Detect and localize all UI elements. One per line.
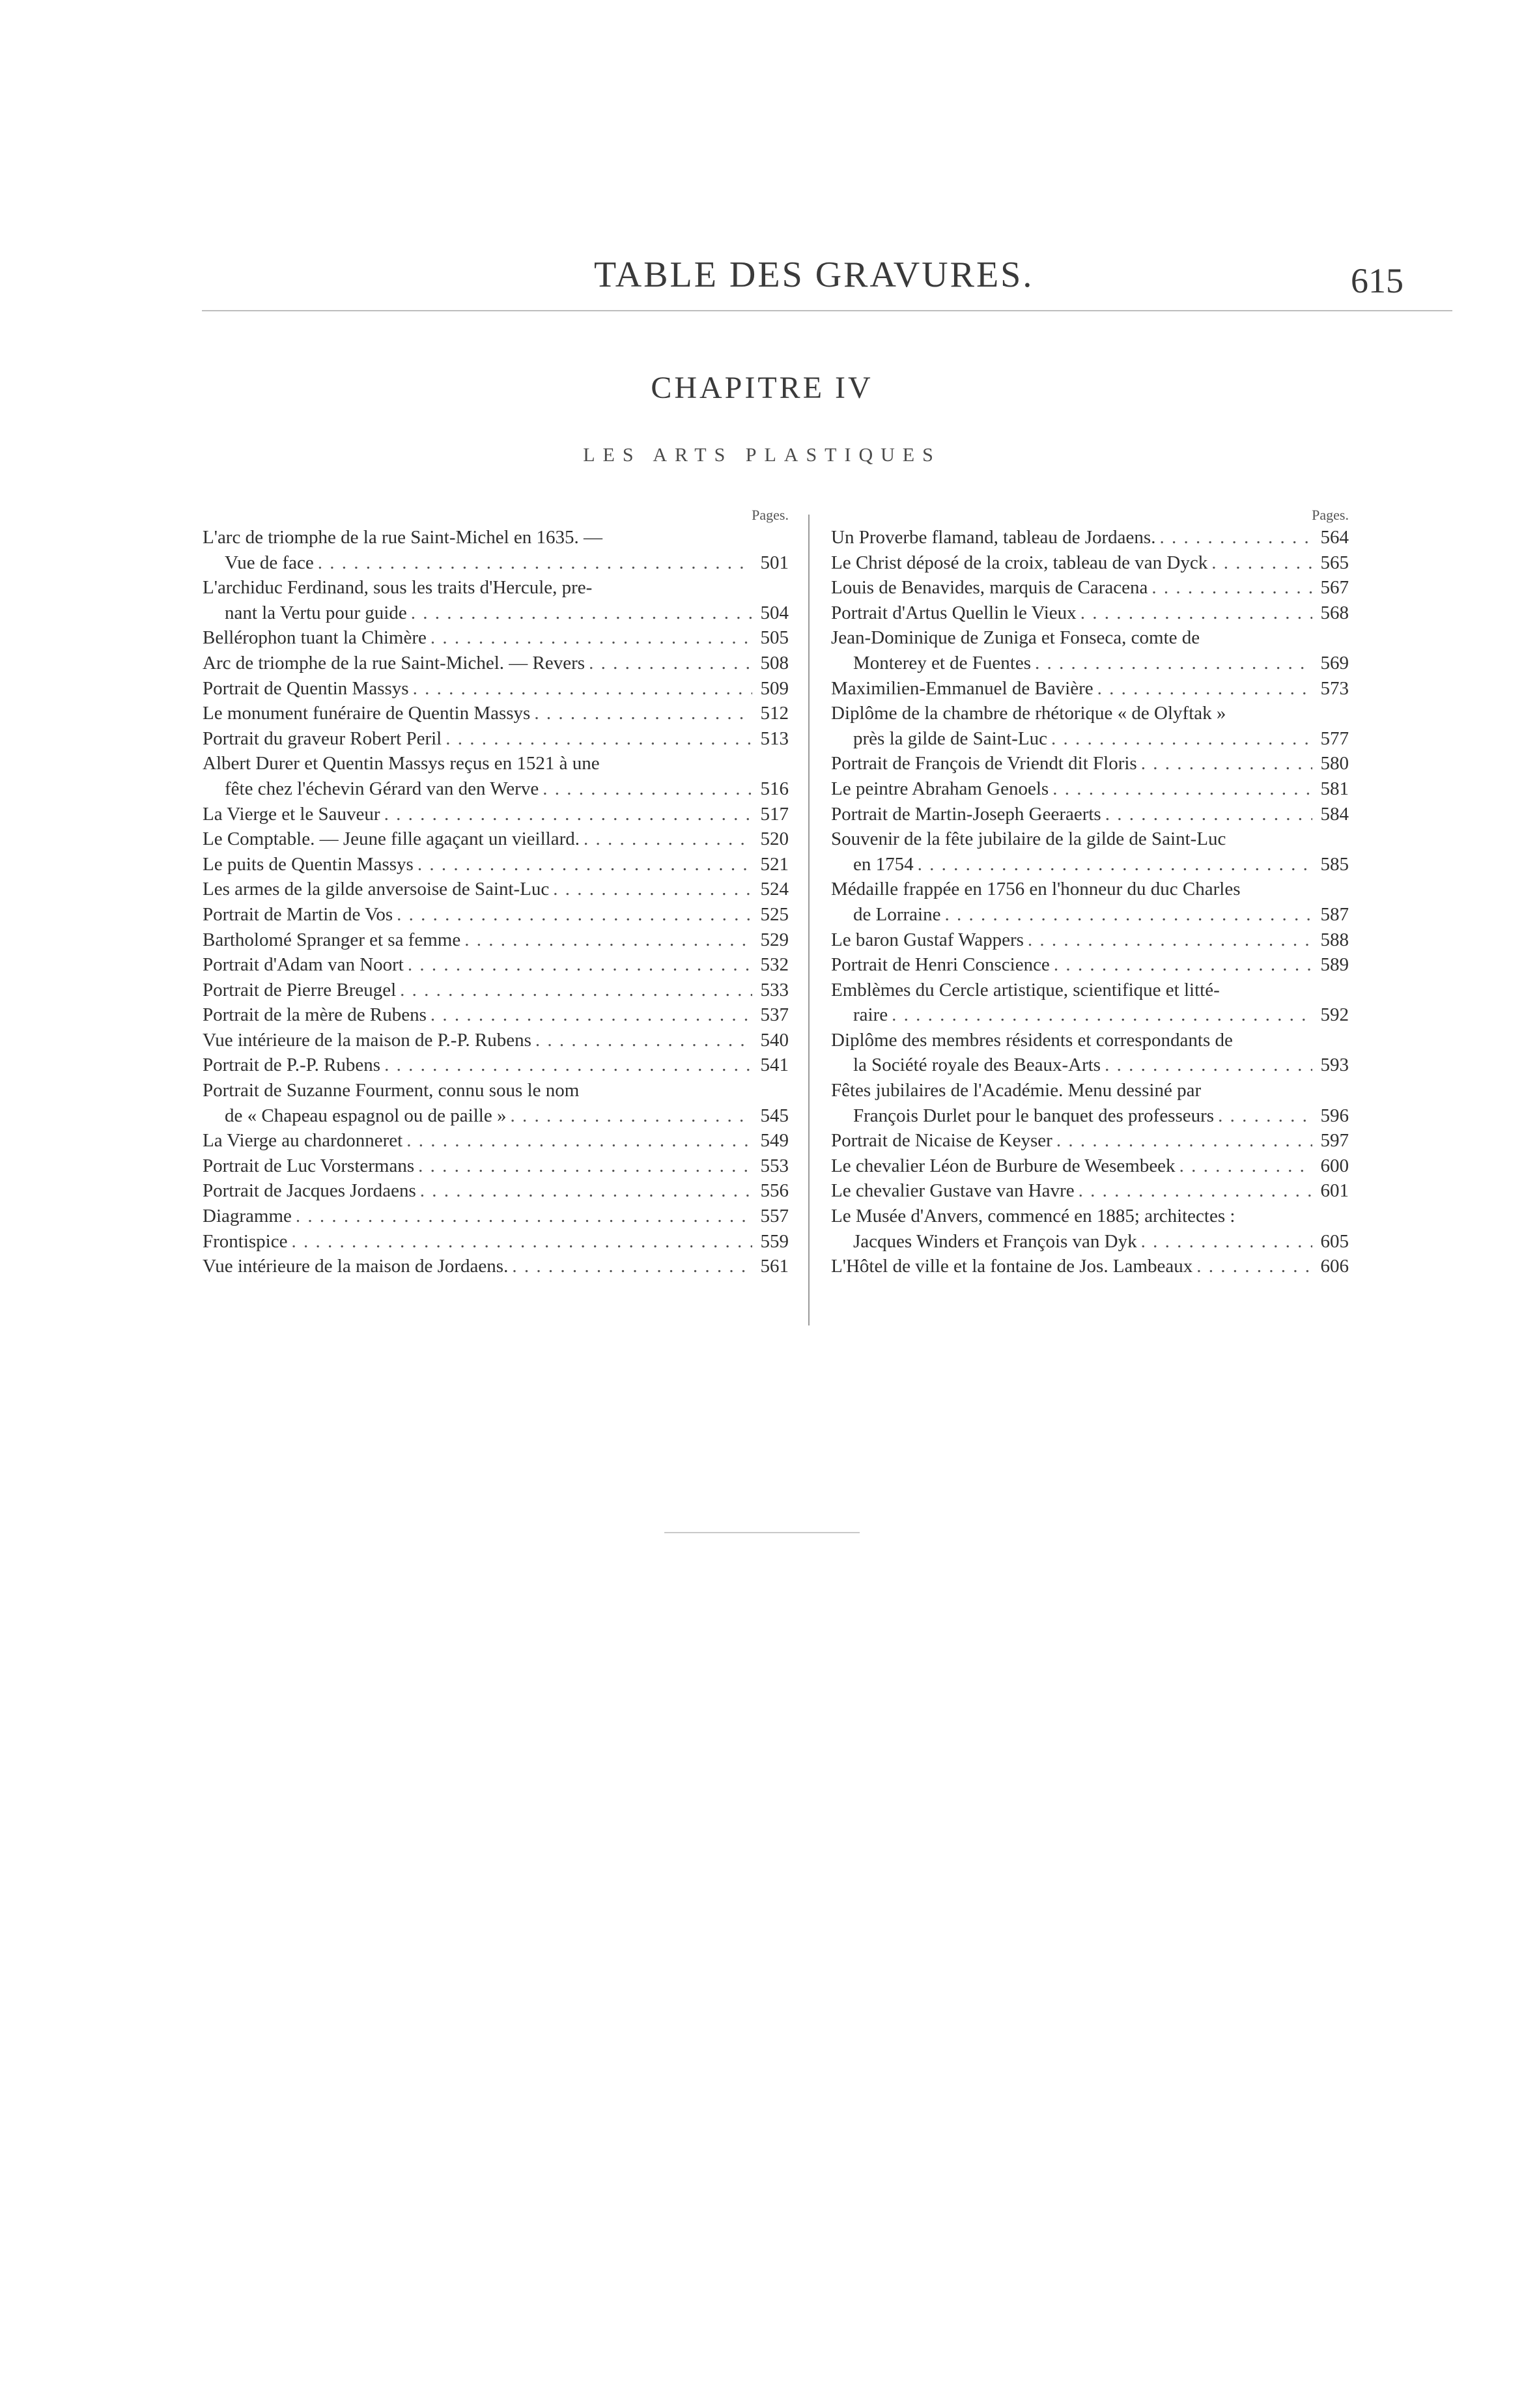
toc-entry-final-line <box>203 550 789 576</box>
toc-entry <box>831 1254 1349 1279</box>
toc-entry <box>203 1154 789 1179</box>
toc-entry-final-line <box>203 1229 789 1254</box>
toc-entry-title: Portrait de Martin-Joseph Geeraerts <box>831 803 1101 825</box>
dot-leader <box>1049 776 1312 802</box>
dot-leader <box>1176 1154 1312 1179</box>
toc-entry-title: Le monument funéraire de Quentin Massys <box>203 703 531 724</box>
toc-entry-final-line <box>203 726 789 752</box>
toc-entry <box>831 978 1349 1028</box>
toc-entry <box>831 751 1349 776</box>
toc-entry-title: près la gilde de Saint-Luc <box>853 728 1047 749</box>
toc-entry-line: Diplôme de la chambre de rhétorique « de Olyftak » <box>831 703 1226 724</box>
toc-entry-final-line <box>203 1002 789 1028</box>
toc-entry-page: 553 <box>760 1155 789 1176</box>
toc-entry-title: Le Comptable. — Jeune fille agaçant un vieillard. <box>203 829 580 850</box>
toc-entry <box>203 1254 789 1279</box>
toc-entry-line: Emblèmes du Cercle artistique, scientifique et litté- <box>831 979 1220 1000</box>
dot-leader <box>1075 1178 1312 1204</box>
dot-leader <box>414 852 752 877</box>
toc-entry-final-line <box>831 1178 1349 1204</box>
toc-entry-page: 549 <box>760 1130 789 1152</box>
toc-entry <box>203 1204 789 1229</box>
toc-entry-final-line <box>203 928 789 953</box>
toc-entry-final-line <box>203 1028 789 1053</box>
toc-entry-page: 561 <box>760 1256 789 1277</box>
toc-entry-title: en 1754 <box>853 853 914 875</box>
toc-entry-page: 529 <box>760 929 789 950</box>
toc-entry-title: Vue intérieure de la maison de P.-P. Rubens <box>203 1029 531 1051</box>
toc-entry-line: L'arc de triomphe de la rue Saint-Michel en 1635. — <box>203 527 603 548</box>
toc-entry-final-line <box>203 1204 789 1229</box>
toc-entry-page: 532 <box>760 954 789 976</box>
toc-entry-line: L'archiduc Ferdinand, sous les traits d'Hercule, pre- <box>203 577 593 599</box>
toc-entry-page: 524 <box>760 879 789 900</box>
toc-entry <box>831 676 1349 701</box>
toc-entry-page: 541 <box>760 1055 789 1076</box>
toc-entry-title: de « Chapeau espagnol ou de paille » <box>225 1105 507 1126</box>
toc-entry-line: Albert Durer et Quentin Massys reçus en 1521 à une <box>203 753 600 774</box>
dot-leader <box>585 651 752 676</box>
toc-entry <box>203 1053 789 1078</box>
dot-leader <box>1137 1229 1312 1254</box>
toc-entry-page: 565 <box>1320 552 1349 573</box>
toc-entry-final-line <box>203 852 789 877</box>
dot-leader <box>1192 1254 1312 1279</box>
toc-entry-final-line <box>831 852 1349 877</box>
toc-entry <box>831 928 1349 953</box>
toc-entry-page: 568 <box>1320 602 1349 623</box>
toc-entry-page: 596 <box>1320 1105 1349 1126</box>
toc-entry-final-line <box>203 625 789 651</box>
toc-entry-final-line <box>203 1178 789 1204</box>
dot-leader <box>288 1229 753 1254</box>
toc-entry-final-line <box>831 902 1349 928</box>
toc-entry-final-line <box>203 776 789 802</box>
toc-entry-page: 545 <box>760 1105 789 1126</box>
toc-entry-title: nant la Vertu pour guide <box>225 602 407 623</box>
toc-entry-page: 513 <box>760 728 789 749</box>
right-column <box>831 505 1349 1279</box>
toc-entry-line: Souvenir de la fête jubilaire de la gilde de Saint-Luc <box>831 829 1226 850</box>
toc-entry <box>203 651 789 676</box>
toc-entry-final-line <box>203 827 789 852</box>
dot-leader <box>380 1053 752 1078</box>
toc-entry-final-line <box>831 1254 1349 1279</box>
toc-entry-page: 537 <box>760 1004 789 1026</box>
column-divider <box>808 515 810 1325</box>
dot-leader <box>1214 1103 1312 1129</box>
dot-leader <box>409 676 752 701</box>
dot-leader <box>442 726 752 752</box>
dot-leader <box>1050 952 1312 978</box>
dot-leader <box>460 928 752 953</box>
toc-entry-title: Bellérophon tuant la Chimère <box>203 627 427 649</box>
toc-entry-final-line <box>831 651 1349 676</box>
toc-entry-page: 512 <box>760 703 789 724</box>
dot-leader <box>888 1002 1312 1028</box>
toc-entry <box>203 952 789 978</box>
dot-leader <box>539 776 752 802</box>
toc-entry-title: Portrait du graveur Robert Peril <box>203 728 442 749</box>
toc-entry-title: Portrait de la mère de Rubens <box>203 1004 427 1026</box>
toc-entry-title: La Vierge au chardonneret <box>203 1130 403 1152</box>
toc-entry-title: Le chevalier Léon de Burbure de Wesembeek <box>831 1155 1176 1176</box>
dot-leader <box>508 1254 752 1279</box>
toc-entry-final-line <box>203 1053 789 1078</box>
toc-entry-title: Portrait de Quentin Massys <box>203 677 409 699</box>
toc-entry <box>203 1128 789 1154</box>
toc-entry <box>203 827 789 852</box>
toc-entry <box>203 1229 789 1254</box>
dot-leader <box>427 625 752 651</box>
toc-entry-title: Le baron Gustaf Wappers <box>831 929 1024 950</box>
toc-entry-page: 517 <box>760 803 789 825</box>
toc-entry-final-line <box>831 1002 1349 1028</box>
toc-entry-title: Vue intérieure de la maison de Jordaens. <box>203 1256 509 1277</box>
dot-leader <box>407 601 752 626</box>
toc-entry <box>203 625 789 651</box>
toc-entry-page: 567 <box>1320 577 1349 599</box>
toc-entry-final-line <box>831 802 1349 827</box>
toc-entry <box>831 802 1349 827</box>
toc-entry-page: 597 <box>1320 1130 1349 1152</box>
toc-entry-final-line <box>203 952 789 978</box>
toc-entry-title: Maximilien-Emmanuel de Bavière <box>831 677 1094 699</box>
toc-entry <box>831 827 1349 877</box>
toc-entry-page: 606 <box>1320 1256 1349 1277</box>
left-column <box>203 505 789 1279</box>
dot-leader <box>1101 1053 1312 1078</box>
running-title: TABLE DES GRAVURES. <box>594 255 1034 295</box>
toc-entry-final-line <box>203 1103 789 1129</box>
toc-entry-final-line <box>203 651 789 676</box>
toc-entry-title: fête chez l'échevin Gérard van den Werve <box>225 778 539 799</box>
dot-leader <box>914 852 1312 877</box>
toc-entry-final-line <box>203 802 789 827</box>
toc-entry-final-line <box>203 1254 789 1279</box>
toc-entry-final-line <box>831 601 1349 626</box>
toc-entry-title: Les armes de la gilde anversoise de Saint-Luc <box>203 879 550 900</box>
dot-leader <box>1207 550 1312 576</box>
toc-entry <box>831 1178 1349 1204</box>
toc-entry-title: Portrait de François de Vriendt dit Floris <box>831 753 1137 774</box>
toc-entry <box>831 1154 1349 1179</box>
toc-entry <box>203 676 789 701</box>
dot-leader <box>380 802 752 827</box>
toc-entry-final-line <box>831 726 1349 752</box>
toc-entry-final-line <box>831 525 1349 550</box>
toc-entry-title: François Durlet pour le banquet des professeurs <box>853 1105 1215 1126</box>
toc-entry-final-line <box>831 1229 1349 1254</box>
dot-leader <box>1101 802 1312 827</box>
toc-entry-final-line <box>831 1103 1349 1129</box>
toc-entry-page: 520 <box>760 829 789 850</box>
toc-entry-page: 589 <box>1320 954 1349 976</box>
toc-entry-final-line <box>831 676 1349 701</box>
toc-entry-final-line <box>831 1128 1349 1154</box>
toc-entry-final-line <box>831 928 1349 953</box>
toc-entry-final-line <box>831 776 1349 802</box>
toc-entry-line: Fêtes jubilaires de l'Académie. Menu dessiné par <box>831 1080 1202 1101</box>
toc-entry-page: 533 <box>760 979 789 1000</box>
toc-entry-page: 588 <box>1320 929 1349 950</box>
toc-entry-title: Arc de triomphe de la rue Saint-Michel. — Revers <box>203 652 586 673</box>
toc-entry-title: Monterey et de Fuentes <box>853 652 1032 673</box>
toc-entry-title: La Vierge et le Sauveur <box>203 803 380 825</box>
toc-entry-title: de Lorraine <box>853 903 941 925</box>
dot-leader <box>530 701 752 726</box>
dot-leader <box>1094 676 1312 701</box>
dot-leader <box>402 1128 752 1154</box>
dot-leader <box>396 978 752 1003</box>
dot-leader <box>531 1028 752 1053</box>
toc-entry-title: Le Christ déposé de la croix, tableau de van Dyck <box>831 552 1208 573</box>
toc-entry <box>831 1028 1349 1078</box>
toc-entry-title: Portrait de Jacques Jordaens <box>203 1180 416 1202</box>
toc-entry-page: 508 <box>760 652 789 673</box>
toc-entry <box>203 978 789 1003</box>
toc-entry-page: 505 <box>760 627 789 649</box>
toc-entry <box>831 776 1349 802</box>
toc-entry-page: 577 <box>1320 728 1349 749</box>
toc-entry <box>203 902 789 928</box>
toc-entry <box>203 802 789 827</box>
toc-entry-page: 587 <box>1320 903 1349 925</box>
toc-entry-page: 559 <box>760 1230 789 1252</box>
toc-entry-title: Portrait de P.-P. Rubens <box>203 1055 381 1076</box>
toc-entry-title: Jacques Winders et François van Dyk <box>853 1230 1137 1252</box>
toc-entry-final-line <box>831 1053 1349 1078</box>
toc-entry-final-line <box>831 751 1349 776</box>
toc-entry-line: Jean-Dominique de Zuniga et Fonseca, comte de <box>831 627 1200 649</box>
toc-entry-page: 540 <box>760 1029 789 1051</box>
toc-entry <box>831 877 1349 927</box>
toc-entry-page: 509 <box>760 677 789 699</box>
toc-entry-title: Le peintre Abraham Genoels <box>831 778 1049 799</box>
toc-entry-page: 601 <box>1320 1180 1349 1202</box>
toc-entry <box>831 952 1349 978</box>
dot-leader <box>292 1204 752 1229</box>
dot-leader <box>1077 601 1312 626</box>
toc-entry-title: Portrait de Henri Conscience <box>831 954 1050 976</box>
toc-entry <box>831 525 1349 550</box>
toc-entry-page: 605 <box>1320 1230 1349 1252</box>
toc-entry-line: Portrait de Suzanne Fourment, connu sous le nom <box>203 1080 580 1101</box>
toc-entry-page: 600 <box>1320 1155 1349 1176</box>
dot-leader <box>1148 575 1312 601</box>
toc-entry <box>203 726 789 752</box>
toc-entry <box>831 701 1349 751</box>
toc-entry-page: 580 <box>1320 753 1349 774</box>
toc-entry-page: 592 <box>1320 1004 1349 1026</box>
toc-entry <box>203 525 789 575</box>
toc-entry-final-line <box>831 550 1349 576</box>
toc-entry-title: Vue de face <box>225 552 314 573</box>
dot-leader <box>580 827 752 852</box>
toc-entry-line: Diplôme des membres résidents et correspondants de <box>831 1029 1233 1051</box>
toc-entry <box>831 550 1349 576</box>
dot-leader <box>1052 1128 1312 1154</box>
toc-entry <box>203 1002 789 1028</box>
toc-entry-line: Le Musée d'Anvers, commencé en 1885; architectes : <box>831 1206 1235 1227</box>
dot-leader <box>1155 525 1312 550</box>
toc-entry-title: Frontispice <box>203 1230 288 1252</box>
toc-entry <box>203 928 789 953</box>
toc-entry-page: 521 <box>760 853 789 875</box>
toc-entry <box>203 751 789 801</box>
toc-entry-title: raire <box>853 1004 888 1026</box>
dot-leader <box>416 1178 752 1204</box>
toc-entry-page: 569 <box>1320 652 1349 673</box>
toc-entry-title: Diagramme <box>203 1206 292 1227</box>
toc-entry-title: Portrait de Luc Vorstermans <box>203 1155 415 1176</box>
dot-leader <box>393 902 752 928</box>
toc-entry-title: Portrait d'Adam van Noort <box>203 954 404 976</box>
toc-entry-page: 516 <box>760 778 789 799</box>
dot-leader <box>1031 651 1312 676</box>
toc-entry <box>831 1128 1349 1154</box>
toc-entry-line: Médaille frappée en 1756 en l'honneur du duc Charles <box>831 879 1241 900</box>
toc-entry-page: 593 <box>1320 1055 1349 1076</box>
toc-entry-page: 573 <box>1320 677 1349 699</box>
toc-entry-page: 564 <box>1320 527 1349 548</box>
toc-entry <box>203 1078 789 1128</box>
pages-heading-right: Pages. <box>1312 507 1349 523</box>
toc-entry-title: Portrait d'Artus Quellin le Vieux <box>831 602 1077 623</box>
toc-entry-title: Bartholomé Spranger et sa femme <box>203 929 461 950</box>
toc-entry-final-line <box>203 701 789 726</box>
toc-entry-page: 504 <box>760 602 789 623</box>
toc-entry <box>831 601 1349 626</box>
toc-entry-final-line <box>831 952 1349 978</box>
chapter-title: CHAPITRE IV <box>651 371 873 405</box>
toc-entry <box>203 1028 789 1053</box>
toc-entry <box>831 575 1349 601</box>
toc-entry-page: 584 <box>1320 803 1349 825</box>
toc-entry-page: 557 <box>760 1206 789 1227</box>
header-rule <box>202 310 1452 311</box>
toc-entry-page: 501 <box>760 552 789 573</box>
toc-entry-final-line <box>203 1154 789 1179</box>
toc-entry <box>203 877 789 902</box>
pages-heading-left: Pages. <box>752 507 789 523</box>
dot-leader <box>1024 928 1312 953</box>
footer-rule <box>664 1532 860 1533</box>
toc-entry-final-line <box>203 902 789 928</box>
toc-entry <box>203 1178 789 1204</box>
toc-entry-final-line <box>203 601 789 626</box>
toc-entry-title: Portrait de Pierre Breugel <box>203 979 397 1000</box>
dot-leader <box>1047 726 1312 752</box>
dot-leader <box>314 550 752 576</box>
toc-entry-final-line <box>831 575 1349 601</box>
toc-entry <box>831 625 1349 675</box>
toc-entry-page: 556 <box>760 1180 789 1202</box>
toc-entry-title: L'Hôtel de ville et la fontaine de Jos. Lambeaux <box>831 1256 1193 1277</box>
toc-entry-final-line <box>203 676 789 701</box>
dot-leader <box>414 1154 752 1179</box>
toc-entry-page: 581 <box>1320 778 1349 799</box>
toc-entry-final-line <box>203 978 789 1003</box>
toc-entry-title: Le chevalier Gustave van Havre <box>831 1180 1075 1202</box>
page-number: 615 <box>1351 261 1404 300</box>
toc-entry-final-line <box>203 877 789 902</box>
dot-leader <box>427 1002 752 1028</box>
dot-leader <box>940 902 1312 928</box>
toc-entry <box>203 852 789 877</box>
toc-entry <box>203 701 789 726</box>
dot-leader <box>1137 751 1312 776</box>
dot-leader <box>549 877 752 902</box>
toc-entry-page: 585 <box>1320 853 1349 875</box>
toc-entry-title: Portrait de Nicaise de Keyser <box>831 1130 1052 1152</box>
toc-entry-title: la Société royale des Beaux-Arts <box>853 1055 1101 1076</box>
toc-entry <box>203 575 789 625</box>
toc-entry <box>831 1204 1349 1254</box>
dot-leader <box>506 1103 752 1129</box>
toc-entry-page: 525 <box>760 903 789 925</box>
dot-leader <box>404 952 752 978</box>
toc-entry <box>831 1078 1349 1128</box>
toc-entry-title: Portrait de Martin de Vos <box>203 903 393 925</box>
toc-entry-title: Louis de Benavides, marquis de Caracena <box>831 577 1148 599</box>
section-title: LES ARTS PLASTIQUES <box>583 444 941 466</box>
toc-entry-final-line <box>203 1128 789 1154</box>
toc-entry-title: Un Proverbe flamand, tableau de Jordaens. <box>831 527 1156 548</box>
toc-entry-final-line <box>831 1154 1349 1179</box>
toc-entry-title: Le puits de Quentin Massys <box>203 853 414 875</box>
